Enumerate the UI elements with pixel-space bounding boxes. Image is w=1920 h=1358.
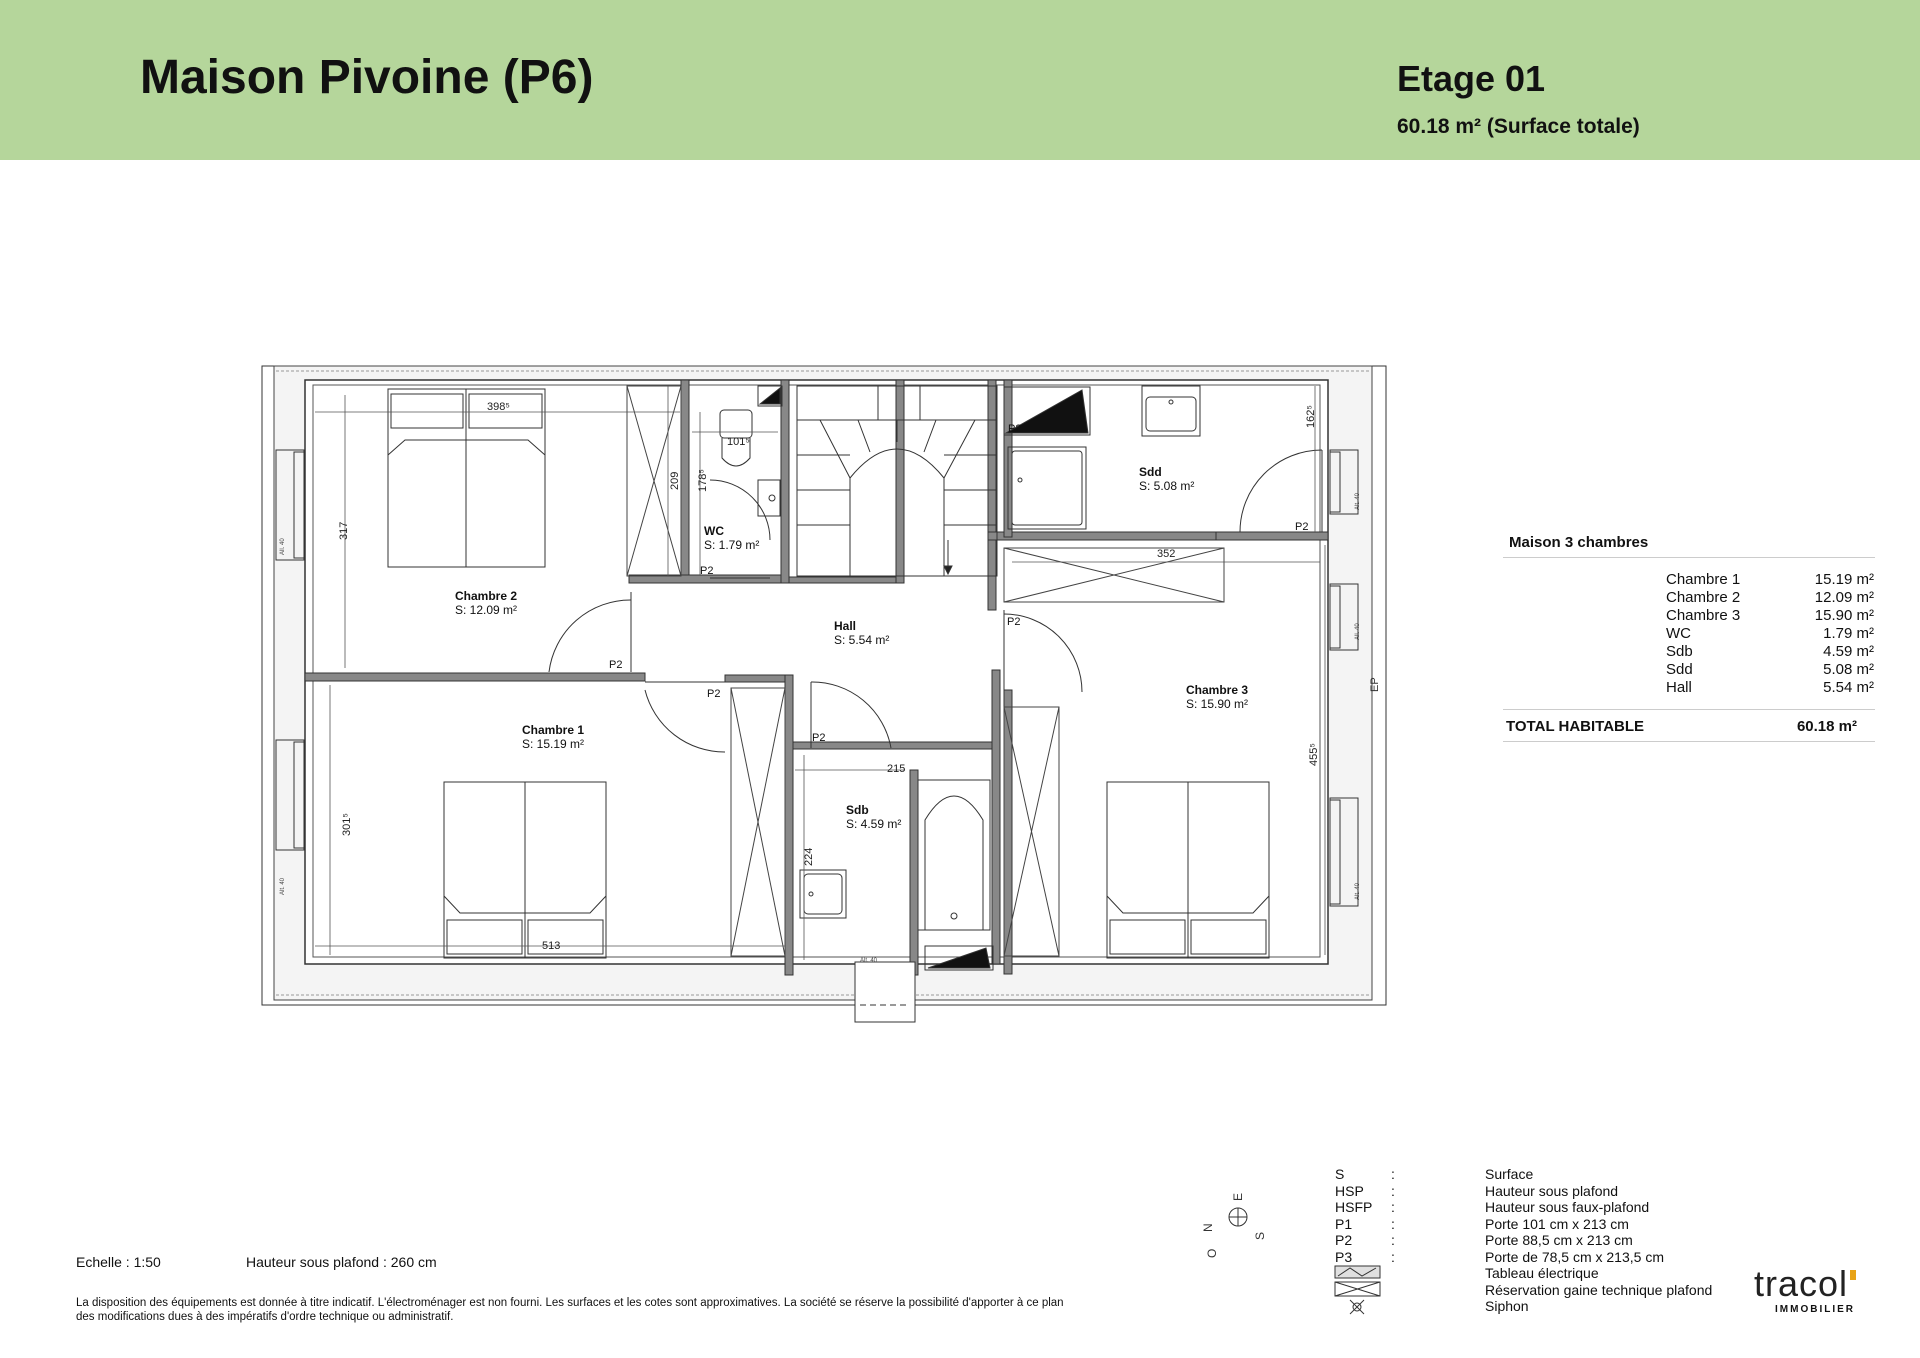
table-row (1503, 643, 1874, 661)
room-name-chambre-3: Chambre 3 (1186, 683, 1249, 697)
window-label: All. 40 (280, 538, 286, 555)
legend-colon (1391, 1282, 1485, 1299)
dim-wc-width: 101⁵ (727, 436, 750, 448)
room-area-chambre-2: S: 12.09 m² (455, 603, 518, 617)
legend-colon: : (1391, 1199, 1395, 1215)
door-label: P2 (707, 688, 721, 700)
summary-table (1503, 534, 1875, 742)
logo-word: tracol (1754, 1263, 1849, 1304)
legend-desc: Porte de 78,5 cm x 213,5 cm (1485, 1248, 1664, 1265)
legend-key: HSP (1335, 1182, 1364, 1199)
ep-label: EP (1369, 677, 1381, 692)
room-name-wc: WC (704, 524, 724, 538)
dim-sdb-height: 224 (803, 847, 815, 866)
logo-subtitle: IMMOBILIER (1775, 1304, 1855, 1315)
legend-row (1335, 1199, 1712, 1216)
row-value: 5.54 m² (1823, 679, 1874, 696)
window-label: All. 40 (1355, 623, 1361, 640)
total-label: TOTAL HABITABLE (1506, 718, 1645, 735)
dim-ch2-width: 398⁵ (487, 401, 510, 413)
row-value: 15.90 m² (1814, 607, 1874, 624)
table-row (1503, 679, 1874, 697)
legend-row (1335, 1216, 1712, 1233)
table-row (1503, 571, 1874, 589)
compass-n: N (1201, 1223, 1215, 1232)
summary-title: Maison 3 chambres (1503, 534, 1875, 558)
ceiling-height-label: Hauteur sous plafond : 260 cm (246, 1254, 437, 1270)
door-label: P2 (1007, 616, 1021, 628)
logo-wordmark (1754, 1263, 1874, 1304)
dim-ch1-width: 513 (542, 940, 561, 952)
table-row (1503, 625, 1874, 643)
legend-key: P1 (1335, 1215, 1353, 1232)
compass-icon (1229, 1208, 1247, 1226)
legend-desc: Hauteur sous faux-plafond (1485, 1199, 1650, 1215)
compass-s: S (1253, 1231, 1267, 1240)
row-name: Chambre 2 (1666, 589, 1741, 606)
door-label: P2 (700, 565, 714, 577)
total-value: 60.18 m² (1796, 718, 1857, 735)
legend-colon (1391, 1298, 1485, 1315)
logo-accent-icon (1850, 1270, 1856, 1280)
row-name: Sdb (1666, 643, 1693, 660)
row-name: Sdd (1666, 661, 1693, 678)
window-label: Alt. 40 (860, 958, 878, 964)
compass-e: E (1231, 1192, 1245, 1201)
table-row (1503, 589, 1874, 607)
legend-key: HSFP (1335, 1199, 1373, 1215)
legend-row (1335, 1298, 1712, 1315)
row-value: 1.79 m² (1823, 625, 1874, 642)
legend-desc: Siphon (1485, 1298, 1529, 1314)
legend-colon: : (1391, 1182, 1395, 1199)
row-value: 15.19 m² (1814, 571, 1874, 588)
legend-desc: Surface (1485, 1166, 1534, 1182)
door-label: P2 (812, 732, 826, 744)
room-area-chambre-3: S: 15.90 m² (1186, 697, 1249, 711)
legend-key (1335, 1282, 1391, 1299)
legend-colon: : (1391, 1232, 1395, 1248)
door-label: P2 (1295, 521, 1309, 533)
dim-wardrobe-height: 209 (669, 471, 681, 490)
room-name-chambre-1: Chambre 1 (522, 723, 585, 737)
table-row (1503, 661, 1874, 679)
door-label: P2 (1008, 423, 1022, 435)
page-title: Maison Pivoine (P6) (140, 51, 594, 104)
legend-key (1335, 1298, 1391, 1315)
legend-key: P2 (1335, 1232, 1353, 1248)
disclaimer: La disposition des équipements est donnée à titre indicatif. L'électroménager est non fourni. Les surfaces et les cotes sont approximatives. La société se réserve la possibilité d'apporter à ce plan des modifications dues à des impératifs d'ordre technique ou administratif. (76, 1297, 1064, 1323)
window-label: Alt. 40 (280, 877, 286, 895)
legend-colon: : (1391, 1248, 1395, 1265)
table-row (1503, 607, 1874, 625)
row-name: Chambre 3 (1666, 607, 1741, 624)
scale-label: Echelle : 1:50 (76, 1254, 161, 1270)
dim-sdd-height: 162⁵ (1305, 405, 1317, 428)
row-name: Hall (1666, 679, 1692, 696)
room-area-sdd: S: 5.08 m² (1139, 479, 1195, 493)
room-area-wc: S: 1.79 m² (704, 538, 760, 552)
window-label: Alt. 40 (1355, 492, 1361, 510)
dim-ch3-height: 455⁵ (1308, 743, 1320, 766)
total-surface: 60.18 m² (Surface totale) (1397, 115, 1640, 138)
legend-desc: Hauteur sous plafond (1485, 1182, 1619, 1199)
door-label: P2 (609, 659, 623, 671)
row-value: 5.08 m² (1823, 661, 1874, 678)
room-area-sdb: S: 4.59 m² (846, 817, 902, 831)
legend-desc: Réservation gaine technique plafond (1485, 1281, 1713, 1298)
summary-total (1503, 709, 1875, 742)
legend-key: P3 (1335, 1248, 1353, 1265)
legend-desc: Porte 101 cm x 213 cm (1485, 1215, 1629, 1232)
room-name-chambre-2: Chambre 2 (455, 589, 518, 603)
room-area-hall: S: 5.54 m² (834, 633, 890, 647)
legend-row (1335, 1265, 1712, 1282)
legend (1335, 1166, 1712, 1315)
legend-row (1335, 1249, 1712, 1266)
window-label: Alt. 40 (1355, 882, 1361, 900)
room-name-sdb: Sdb (846, 803, 869, 817)
legend-colon: : (1391, 1215, 1395, 1232)
summary-rows (1503, 571, 1874, 697)
legend-desc: Tableau électrique (1485, 1265, 1599, 1281)
dim-wc-height: 178⁵ (697, 469, 709, 492)
legend-row (1335, 1183, 1712, 1200)
legend-row (1335, 1232, 1712, 1249)
dim-sdb-width: 215 (887, 763, 906, 775)
room-name-sdd: Sdd (1139, 465, 1162, 479)
row-value: 4.59 m² (1823, 643, 1874, 660)
room-area-chambre-1: S: 15.19 m² (522, 737, 585, 751)
legend-colon (1391, 1265, 1485, 1282)
legend-row (1335, 1166, 1712, 1183)
legend-colon: : (1391, 1166, 1395, 1182)
row-name: Chambre 1 (1666, 571, 1741, 588)
compass-o: O (1205, 1248, 1219, 1258)
row-value: 12.09 m² (1814, 589, 1874, 606)
row-name: WC (1666, 625, 1691, 642)
legend-desc: Porte 88,5 cm x 213 cm (1485, 1232, 1633, 1248)
tracol-logo (1754, 1263, 1874, 1315)
dim-ch1-height: 301⁵ (341, 813, 353, 836)
floor-label: Etage 01 (1397, 58, 1546, 99)
dim-ch3-width: 352 (1157, 548, 1176, 560)
legend-key: S (1335, 1166, 1345, 1182)
legend-key (1335, 1265, 1391, 1282)
room-name-hall: Hall (834, 619, 857, 633)
legend-row (1335, 1282, 1712, 1299)
dim-ch2-height: 317 (338, 521, 350, 540)
